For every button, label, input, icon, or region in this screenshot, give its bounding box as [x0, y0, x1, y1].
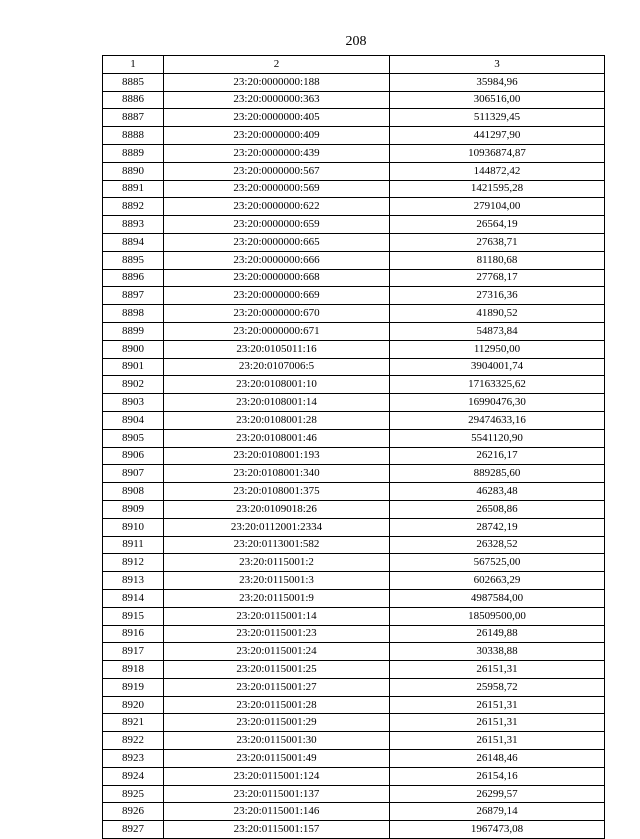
table-row [103, 91, 605, 109]
cell-value: 26328,52 [390, 536, 605, 554]
cell-cadastral-number: 23:20:0000000:671 [164, 322, 390, 340]
table-row [103, 127, 605, 145]
cell-cadastral-number: 23:20:0115001:25 [164, 661, 390, 679]
cell-value: 16990476,30 [390, 394, 605, 412]
table-row [103, 625, 605, 643]
cell-cadastral-number: 23:20:0115001:23 [164, 625, 390, 643]
cell-value: 511329,45 [390, 109, 605, 127]
table-row [103, 251, 605, 269]
cell-index: 8918 [103, 661, 164, 679]
cell-index: 8914 [103, 589, 164, 607]
table-row [103, 767, 605, 785]
cell-value: 41890,52 [390, 305, 605, 323]
table-row [103, 607, 605, 625]
cell-cadastral-number: 23:20:0000000:670 [164, 305, 390, 323]
table-row [103, 483, 605, 501]
cell-cadastral-number: 23:20:0115001:30 [164, 732, 390, 750]
cell-index: 8889 [103, 144, 164, 162]
cell-value: 27316,36 [390, 287, 605, 305]
cell-value: 27768,17 [390, 269, 605, 287]
cell-cadastral-number: 23:20:0115001:27 [164, 678, 390, 696]
cell-value: 25958,72 [390, 678, 605, 696]
cell-cadastral-number: 23:20:0115001:146 [164, 803, 390, 821]
table-row [103, 73, 605, 91]
cell-cadastral-number: 23:20:0115001:24 [164, 643, 390, 661]
cell-cadastral-number: 23:20:0112001:2334 [164, 518, 390, 536]
table-row [103, 180, 605, 198]
cell-index: 8897 [103, 287, 164, 305]
cell-value: 26151,31 [390, 696, 605, 714]
table-row [103, 198, 605, 216]
cell-value: 18509500,00 [390, 607, 605, 625]
cell-cadastral-number: 23:20:0115001:2 [164, 554, 390, 572]
cell-value: 4987584,00 [390, 589, 605, 607]
table-body [103, 73, 605, 838]
table-row [103, 572, 605, 590]
cell-cadastral-number: 23:20:0109018:26 [164, 500, 390, 518]
cell-value: 29474633,16 [390, 411, 605, 429]
cell-index: 8885 [103, 73, 164, 91]
cell-cadastral-number: 23:20:0000000:188 [164, 73, 390, 91]
cell-cadastral-number: 23:20:0108001:28 [164, 411, 390, 429]
cell-index: 8902 [103, 376, 164, 394]
cell-value: 144872,42 [390, 162, 605, 180]
cell-cadastral-number: 23:20:0113001:582 [164, 536, 390, 554]
table-row [103, 162, 605, 180]
cell-cadastral-number: 23:20:0000000:405 [164, 109, 390, 127]
table-row [103, 803, 605, 821]
cell-index: 8894 [103, 233, 164, 251]
table-row [103, 216, 605, 234]
table-row [103, 536, 605, 554]
table-row [103, 376, 605, 394]
cell-value: 17163325,62 [390, 376, 605, 394]
table-row [103, 678, 605, 696]
cell-value: 3904001,74 [390, 358, 605, 376]
column-header-index: 1 [103, 56, 164, 74]
cell-cadastral-number: 23:20:0107006:5 [164, 358, 390, 376]
table-row [103, 340, 605, 358]
cell-index: 8910 [103, 518, 164, 536]
cell-value: 26149,88 [390, 625, 605, 643]
cell-value: 112950,00 [390, 340, 605, 358]
cell-index: 8924 [103, 767, 164, 785]
table-header-row [103, 56, 605, 74]
cell-index: 8916 [103, 625, 164, 643]
table-row [103, 465, 605, 483]
cell-cadastral-number: 23:20:0115001:9 [164, 589, 390, 607]
table-row [103, 589, 605, 607]
cell-value: 306516,00 [390, 91, 605, 109]
cell-value: 26154,16 [390, 767, 605, 785]
cell-index: 8915 [103, 607, 164, 625]
column-header-value: 3 [390, 56, 605, 74]
table-row [103, 322, 605, 340]
cell-index: 8887 [103, 109, 164, 127]
page-number: 208 [345, 34, 367, 49]
table-row [103, 144, 605, 162]
cell-cadastral-number: 23:20:0000000:669 [164, 287, 390, 305]
table-row [103, 714, 605, 732]
cell-value: 1967473,08 [390, 821, 605, 839]
cell-value: 26148,46 [390, 750, 605, 768]
cell-cadastral-number: 23:20:0108001:375 [164, 483, 390, 501]
cell-value: 35984,96 [390, 73, 605, 91]
cell-index: 8904 [103, 411, 164, 429]
table-row [103, 661, 605, 679]
cell-value: 26299,57 [390, 785, 605, 803]
cell-index: 8888 [103, 127, 164, 145]
table-row [103, 358, 605, 376]
cell-index: 8912 [103, 554, 164, 572]
cell-cadastral-number: 23:20:0000000:409 [164, 127, 390, 145]
cell-value: 889285,60 [390, 465, 605, 483]
cell-value: 567525,00 [390, 554, 605, 572]
table-row [103, 500, 605, 518]
cell-cadastral-number: 23:20:0115001:49 [164, 750, 390, 768]
table-row [103, 732, 605, 750]
cell-cadastral-number: 23:20:0000000:665 [164, 233, 390, 251]
cell-cadastral-number: 23:20:0108001:10 [164, 376, 390, 394]
table-row [103, 429, 605, 447]
cell-value: 26151,31 [390, 732, 605, 750]
cell-index: 8906 [103, 447, 164, 465]
registry-table-container [102, 55, 604, 839]
cell-cadastral-number: 23:20:0115001:137 [164, 785, 390, 803]
cell-cadastral-number: 23:20:0000000:666 [164, 251, 390, 269]
cell-index: 8892 [103, 198, 164, 216]
registry-table [102, 55, 605, 839]
table-row [103, 394, 605, 412]
cell-index: 8890 [103, 162, 164, 180]
cell-cadastral-number: 23:20:0000000:439 [164, 144, 390, 162]
table-row [103, 411, 605, 429]
cell-value: 10936874,87 [390, 144, 605, 162]
table-row [103, 750, 605, 768]
cell-index: 8893 [103, 216, 164, 234]
cell-value: 54873,84 [390, 322, 605, 340]
table-row [103, 447, 605, 465]
cell-cadastral-number: 23:20:0115001:29 [164, 714, 390, 732]
table-row [103, 305, 605, 323]
cell-index: 8923 [103, 750, 164, 768]
table-row [103, 643, 605, 661]
cell-cadastral-number: 23:20:0000000:622 [164, 198, 390, 216]
cell-value: 26151,31 [390, 714, 605, 732]
cell-value: 1421595,28 [390, 180, 605, 198]
table-row [103, 696, 605, 714]
cell-index: 8920 [103, 696, 164, 714]
cell-value: 441297,90 [390, 127, 605, 145]
cell-cadastral-number: 23:20:0000000:567 [164, 162, 390, 180]
cell-value: 26564,19 [390, 216, 605, 234]
cell-cadastral-number: 23:20:0000000:668 [164, 269, 390, 287]
cell-index: 8911 [103, 536, 164, 554]
cell-cadastral-number: 23:20:0115001:124 [164, 767, 390, 785]
cell-index: 8922 [103, 732, 164, 750]
cell-cadastral-number: 23:20:0000000:363 [164, 91, 390, 109]
table-row [103, 821, 605, 839]
cell-value: 26216,17 [390, 447, 605, 465]
cell-index: 8891 [103, 180, 164, 198]
cell-value: 26151,31 [390, 661, 605, 679]
cell-index: 8921 [103, 714, 164, 732]
cell-index: 8926 [103, 803, 164, 821]
cell-cadastral-number: 23:20:0000000:569 [164, 180, 390, 198]
cell-cadastral-number: 23:20:0115001:3 [164, 572, 390, 590]
cell-index: 8899 [103, 322, 164, 340]
cell-index: 8901 [103, 358, 164, 376]
cell-index: 8886 [103, 91, 164, 109]
cell-index: 8925 [103, 785, 164, 803]
table-row [103, 109, 605, 127]
cell-index: 8908 [103, 483, 164, 501]
cell-value: 46283,48 [390, 483, 605, 501]
table-row [103, 269, 605, 287]
cell-value: 28742,19 [390, 518, 605, 536]
cell-value: 81180,68 [390, 251, 605, 269]
cell-cadastral-number: 23:20:0115001:14 [164, 607, 390, 625]
cell-index: 8909 [103, 500, 164, 518]
table-row [103, 554, 605, 572]
cell-index: 8898 [103, 305, 164, 323]
cell-cadastral-number: 23:20:0108001:193 [164, 447, 390, 465]
cell-value: 5541120,90 [390, 429, 605, 447]
cell-index: 8917 [103, 643, 164, 661]
cell-cadastral-number: 23:20:0115001:157 [164, 821, 390, 839]
cell-index: 8907 [103, 465, 164, 483]
cell-value: 26508,86 [390, 500, 605, 518]
cell-index: 8905 [103, 429, 164, 447]
table-row [103, 785, 605, 803]
cell-value: 602663,29 [390, 572, 605, 590]
table-row [103, 287, 605, 305]
table-row [103, 518, 605, 536]
cell-index: 8896 [103, 269, 164, 287]
cell-cadastral-number: 23:20:0000000:659 [164, 216, 390, 234]
cell-value: 27638,71 [390, 233, 605, 251]
cell-value: 30338,88 [390, 643, 605, 661]
table-row [103, 233, 605, 251]
cell-cadastral-number: 23:20:0105011:16 [164, 340, 390, 358]
cell-index: 8895 [103, 251, 164, 269]
cell-cadastral-number: 23:20:0108001:14 [164, 394, 390, 412]
cell-index: 8913 [103, 572, 164, 590]
cell-cadastral-number: 23:20:0108001:46 [164, 429, 390, 447]
cell-value: 279104,00 [390, 198, 605, 216]
cell-index: 8927 [103, 821, 164, 839]
column-header-cadastral-number: 2 [164, 56, 390, 74]
cell-cadastral-number: 23:20:0115001:28 [164, 696, 390, 714]
cell-index: 8919 [103, 678, 164, 696]
cell-value: 26879,14 [390, 803, 605, 821]
cell-index: 8903 [103, 394, 164, 412]
cell-index: 8900 [103, 340, 164, 358]
cell-cadastral-number: 23:20:0108001:340 [164, 465, 390, 483]
